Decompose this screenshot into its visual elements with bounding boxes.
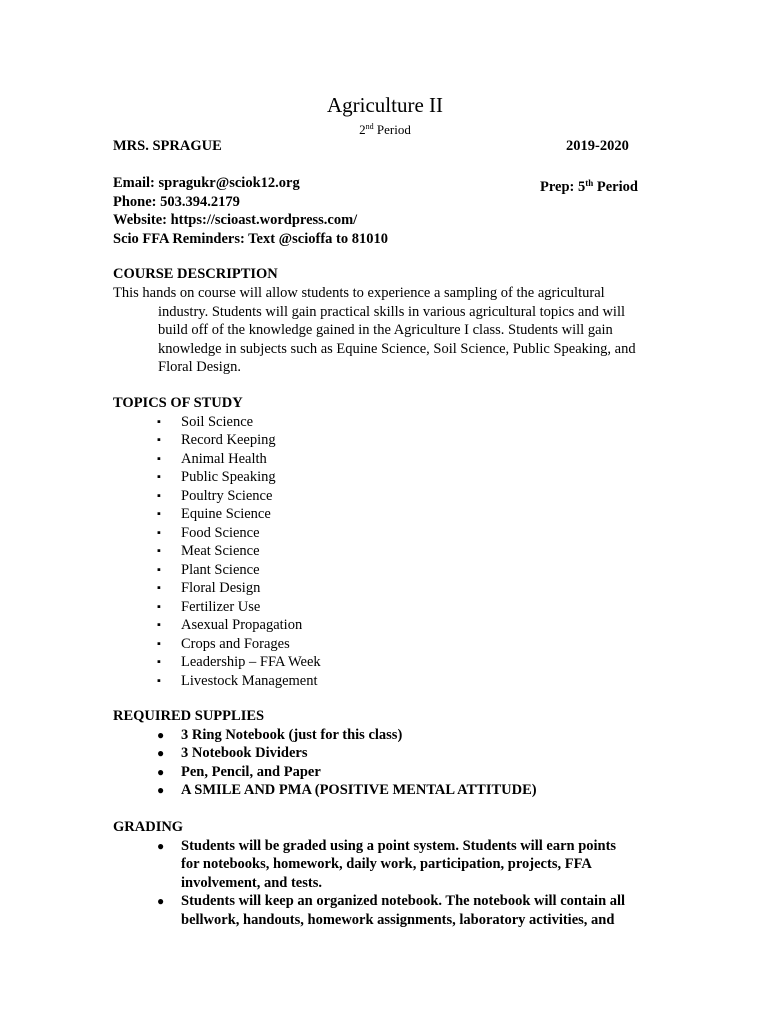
topic-label: Poultry Science: [181, 487, 273, 504]
list-item: [157, 837, 625, 893]
class-period: [0, 119, 770, 138]
list-item: [157, 468, 321, 487]
topic-label: Livestock Management: [181, 672, 318, 689]
course-description: [113, 284, 673, 377]
supply-label: 3 Ring Notebook (just for this class): [181, 726, 403, 743]
grading-line: Students will be graded using a point system. Students will earn points: [181, 837, 617, 854]
period-suffix: nd: [365, 122, 374, 131]
bullet-icon: ●: [157, 783, 165, 797]
topic-label: Fertilizer Use: [181, 598, 261, 615]
topic-label: Food Science: [181, 524, 260, 541]
bullet-icon: ▪: [157, 434, 161, 446]
list-item: [157, 487, 321, 506]
contact-phone: Phone: 503.394.2179: [113, 193, 240, 210]
grading-line: bellwork, handouts, homework assignments, laboratory activities, and: [181, 911, 615, 928]
bullet-icon: ▪: [157, 637, 161, 650]
contact-email: Email: spragukr@sciok12.org: [113, 175, 300, 191]
topic-label: Public Speaking: [181, 469, 276, 485]
list-item: [157, 561, 321, 580]
topic-label: Record Keeping: [181, 432, 276, 448]
list-item: [157, 431, 321, 450]
bullet-icon: ▪: [157, 471, 161, 483]
grading-line: Students will keep an organized notebook. The notebook will contain all: [181, 893, 626, 909]
bullet-icon: ▪: [157, 452, 161, 465]
period-number: 2: [359, 122, 366, 137]
topics-heading: TOPICS OF STUDY: [113, 395, 243, 411]
course-line: This hands on course will allow students to experience a sampling of the agricultural: [113, 285, 605, 301]
list-item: [157, 763, 537, 782]
grading-line: for notebooks, homework, daily work, participation, projects, FFA: [181, 856, 592, 872]
topic-label: Crops and Forages: [181, 635, 290, 652]
page-title: Agriculture II: [326, 93, 444, 117]
bullet-icon: ▪: [157, 582, 161, 594]
prep-period: [540, 174, 638, 197]
grading-heading: GRADING: [113, 819, 184, 835]
topic-label: Meat Science: [181, 543, 260, 559]
grading-text: [181, 837, 616, 893]
bullet-icon: ●: [157, 764, 165, 779]
period-word: Period: [373, 122, 411, 137]
list-item: [157, 450, 321, 469]
prep-word: Period: [593, 179, 638, 195]
supplies-heading: REQUIRED SUPPLIES: [113, 708, 265, 724]
supplies-list: [157, 726, 537, 800]
contact-info: [113, 174, 388, 248]
course-line: Floral Design.: [158, 359, 241, 375]
list-item: [157, 892, 625, 929]
bullet-icon: ▪: [157, 656, 161, 668]
list-item: [157, 524, 321, 543]
bullet-icon: ▪: [157, 415, 161, 428]
grading-list: [157, 837, 625, 930]
topic-label: Leadership – FFA Week: [181, 654, 321, 670]
list-item: [157, 598, 321, 617]
bullet-icon: ▪: [157, 563, 161, 576]
topic-label: Asexual Propagation: [181, 617, 303, 633]
course-line: industry. Students will gain practical skills in various agricultural topics and will: [158, 303, 626, 320]
list-item: [157, 672, 321, 691]
bullet-icon: ▪: [157, 508, 161, 520]
prep-suffix: th: [585, 178, 594, 188]
prep-prefix: Prep: 5: [540, 179, 586, 195]
list-item: [157, 505, 321, 524]
grading-text: [181, 892, 625, 929]
topics-list: [157, 413, 321, 691]
list-item: [157, 653, 321, 672]
bullet-icon: ▪: [157, 619, 161, 631]
list-item: [157, 781, 537, 800]
teacher-name: MRS. SPRAGUE: [113, 138, 222, 154]
bullet-icon: ▪: [157, 489, 161, 502]
contact-website: Website: https://scioast.wordpress.com/: [113, 212, 358, 228]
list-item: [157, 616, 321, 635]
bullet-icon: ●: [157, 894, 165, 908]
bullet-icon: ▪: [157, 674, 161, 687]
list-item: [157, 579, 321, 598]
topic-label: Floral Design: [181, 580, 261, 596]
topic-label: Equine Science: [181, 506, 271, 522]
supply-label: 3 Notebook Dividers: [181, 745, 308, 761]
list-item: [157, 726, 537, 745]
bullet-icon: ●: [157, 727, 165, 742]
topic-label: Animal Health: [181, 450, 267, 467]
list-item: [157, 744, 537, 763]
contact-reminders: Scio FFA Reminders: Text @scioffa to 81010: [113, 230, 388, 247]
list-item: [157, 542, 321, 561]
list-item: [157, 413, 321, 432]
course-line: knowledge in subjects such as Equine Science, Soil Science, Public Speaking, and: [158, 340, 636, 357]
bullet-icon: ●: [157, 746, 165, 760]
bullet-icon: ▪: [157, 545, 161, 557]
bullet-icon: ▪: [157, 526, 161, 539]
supply-label: A SMILE AND PMA (POSITIVE MENTAL ATTITUDE): [181, 782, 537, 798]
grading-line: involvement, and tests.: [181, 874, 322, 891]
course-description-heading: COURSE DESCRIPTION: [113, 266, 278, 282]
school-year: 2019-2020: [566, 138, 629, 154]
supply-label: Pen, Pencil, and Paper: [181, 763, 321, 780]
bullet-icon: ●: [157, 838, 165, 853]
course-line: build off of the knowledge gained in the Agriculture I class. Students will gain: [158, 322, 613, 338]
topic-label: Plant Science: [181, 561, 260, 578]
list-item: [157, 635, 321, 654]
topic-label: Soil Science: [181, 413, 254, 430]
bullet-icon: ▪: [157, 600, 161, 613]
